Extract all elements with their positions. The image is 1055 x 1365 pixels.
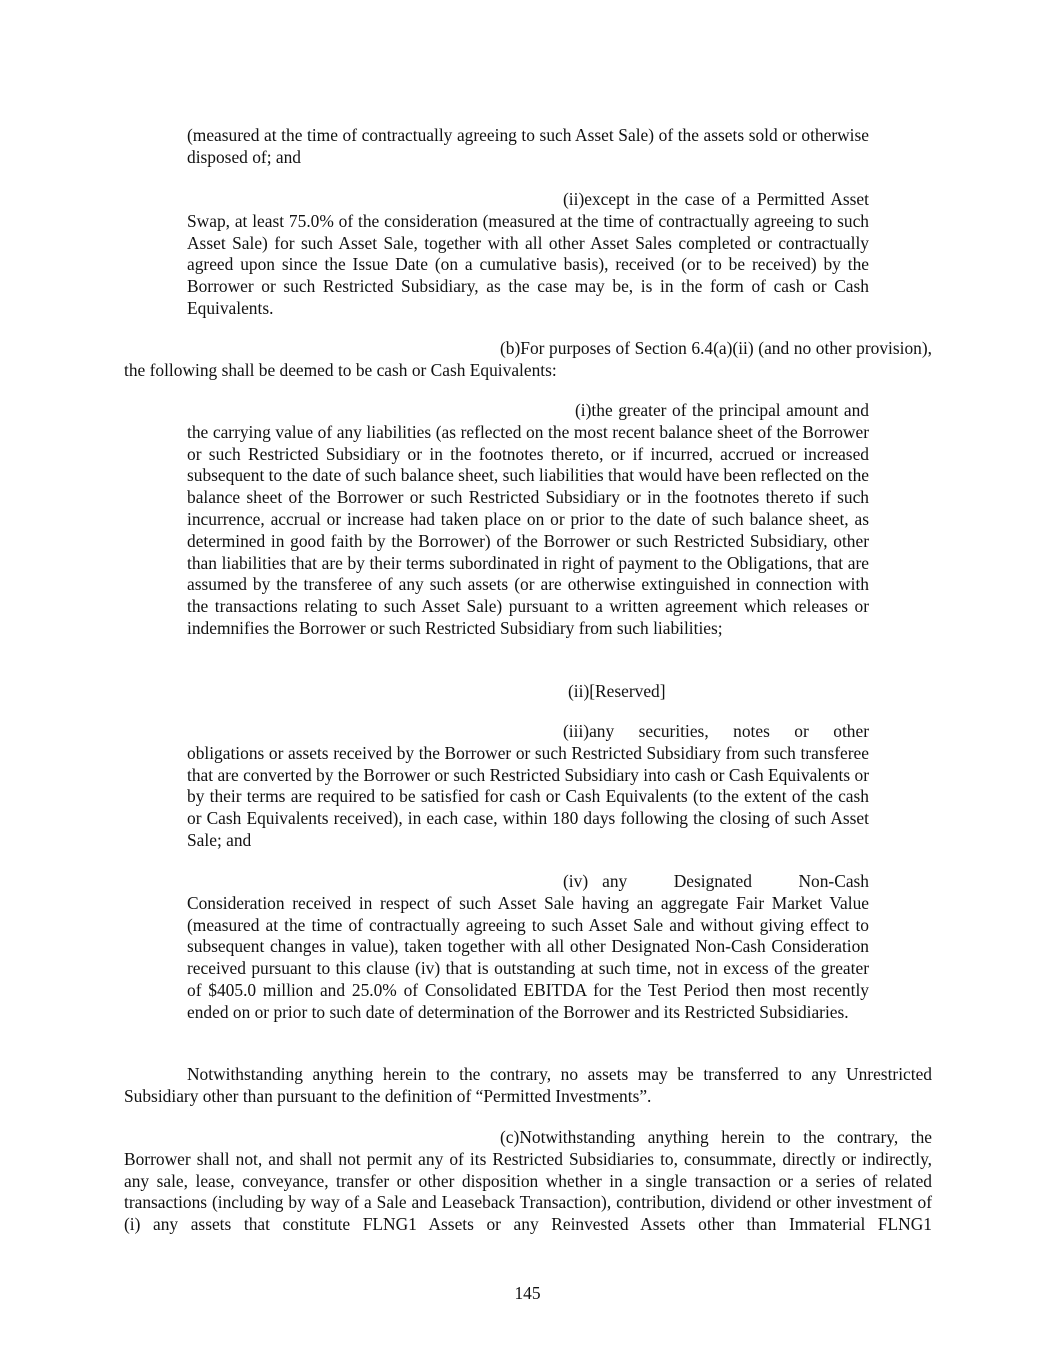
paragraph-continuation [187,125,869,169]
clause-text: the greater of the principal amount and the carrying value of any liabilities (as reflected on the most recent balance sheet of the Borrower or such Restricted Subsidiary or in the footnotes thereto, or if incurred, accrued or increased subsequent to the date of such balance sheet, such liabilities that would have been reflected on the balance sheet of the Borrower or such Restricted Subsidiary or in the footnotes thereto if such incurrence, accrual or increase had taken place on or prior to the date of such balance sheet, as determined in good faith by the Borrower) of the Borrower or such Restricted Subsidiary, other than liabilities that are by their terms subordinated in right of payment to the Obligations, that are assumed by the transferee of any such assets (or are otherwise extinguished in connection with the transactions relating to such Asset Sale) pursuant to a written agreement which releases or indemnifies the Borrower or such Restricted Subsidiary from such liabilities; [187,400,869,638]
clause-text: any Designated Non-Cash Consideration received in respect of such Asset Sale having an aggregate Fair Market Value (measured at the time of contractually agreeing to such Asset Sale and without giving effect to subsequent changes in value), taken together with all other Designated Non-Cash Consideration received pursuant to this clause (iv) that is outstanding at such time, not in excess of the greater of $405.0 million and 25.0% of Consolidated EBITDA for the Test Period then most recently ended on or prior to such date of determination of the Borrower and its Restricted Subsidiaries. [187,871,869,1022]
clause-text: Notwithstanding anything herein to the contrary, the Borrower shall not, and shall not permit any of its Restricted Subsidiaries to, consummate, directly or indirectly, any sale, lease, conveyance, transfer or other disposition whether in a single transaction or a series of related transactions (including by way of a Sale and Leaseback Transaction), contribution, dividend or other investment of (i) any assets that constitute FLNG1 Assets or any Reinvested Assets other than Immaterial FLNG1 [124,1127,932,1235]
clause-number: (ii) [563,189,585,209]
clause-text: For purposes of Section 6.4(a)(ii) (and no other provision), the following shall be deemed to be cash or Cash Equivalents: [124,338,932,380]
paragraph-text: (measured at the time of contractually agreeing to such Asset Sale) of the assets sold or otherwise disposed of; and [187,125,869,167]
clause-b-ii [187,681,869,703]
clause-b-iii [187,721,869,852]
clause-text: except in the case of a Permitted Asset Swap, at least 75.0% of the consideration (measured at the time of contractually agreeing to such Asset Sale) for such Asset Sale, together with all other Asset Sales completed or contractually agreed upon since the Issue Date (on a cumulative basis), received (or to be received) by the Borrower or such Restricted Subsidiary, as the case may be, is in the form of cash or Cash Equivalents. [187,189,869,318]
clause-number: (c) [500,1127,520,1147]
clause-text: [Reserved] [589,681,666,701]
clause-c [124,1127,932,1236]
paragraph-unrestricted-subsidiary [124,1064,932,1108]
clause-number: (iii) [563,721,590,741]
clause-text: any securities, notes or other obligations or assets received by the Borrower or such Restricted Subsidiary from such transferee that are converted by the Borrower or such Restricted Subsidiary into cash or Cash Equivalents or by their terms are required to be satisfied for cash or Cash Equivalents (to the extent of the cash or Cash Equivalents received), in each case, within 180 days following the closing of such Asset Sale; and [187,721,869,850]
page-number: 145 [514,1283,541,1303]
clause-b-iv [187,871,869,1024]
clause-b-i [187,400,869,640]
paragraph-text: Notwithstanding anything herein to the contrary, no assets may be transferred to any Unrestricted Subsidiary other than pursuant to the definition of “Permitted Investments”. [124,1064,932,1106]
clause-number: (iv) [563,871,589,891]
clause-b [124,338,932,382]
clause-a-ii [187,189,869,320]
clause-number: (b) [500,338,521,358]
clause-number: (i) [575,400,592,420]
clause-number: (ii) [568,681,590,701]
